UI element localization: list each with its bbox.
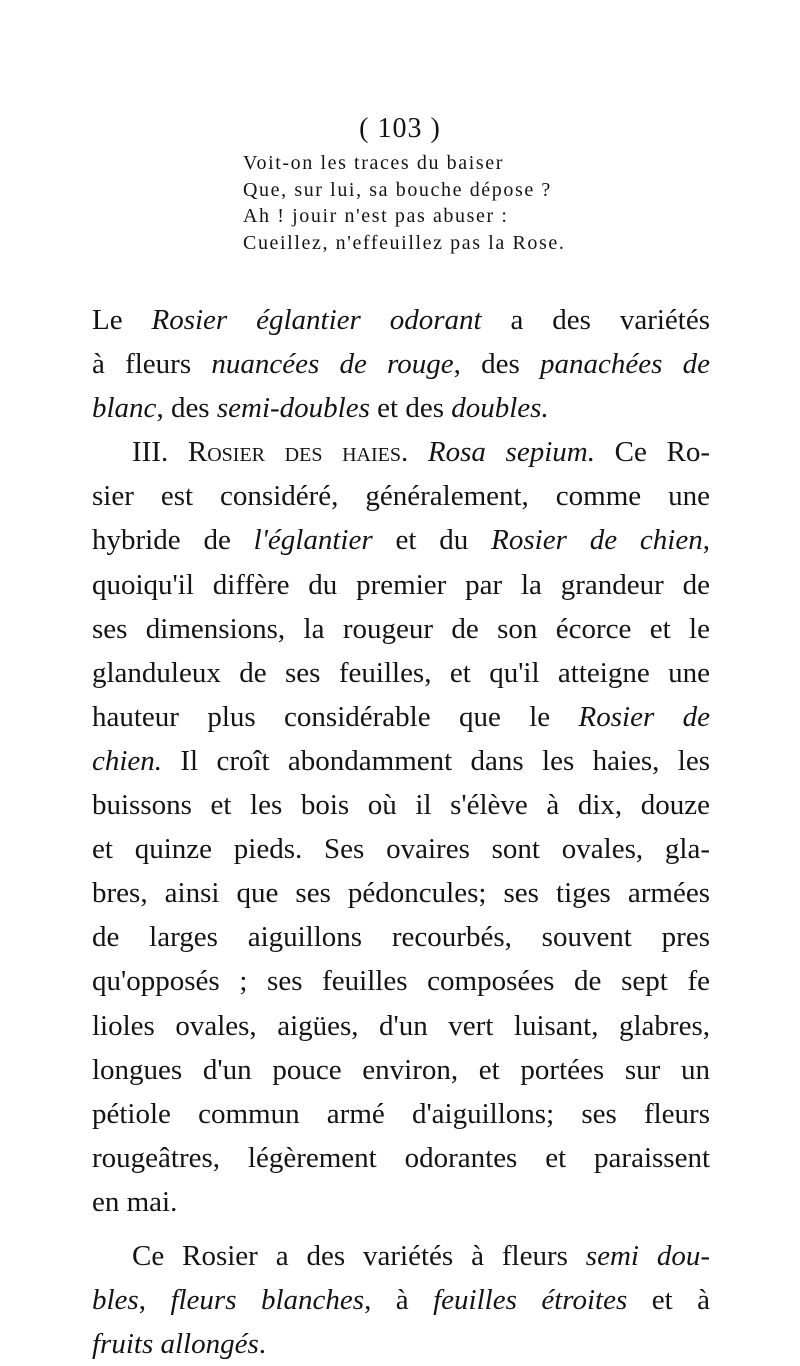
paragraph-gap [92,1224,710,1234]
text-line [92,430,710,474]
text-run: , des [453,348,540,381]
section-heading: Rosier des haies. [187,436,409,469]
verse-line: Cueillez, n'effeuillez pas la Rose. [243,231,566,254]
italic-run: nuancées de rouge [211,348,454,381]
text-run: et des [369,392,452,425]
text-line: glanduleux de ses feuilles, et qu'il atteigne une [92,656,710,689]
text-line: de larges aiguillons recourbés, souvent pres [92,921,710,954]
verse-line: Voit-on les traces du baiser [243,152,505,174]
italic-run: fruits allongés [92,1328,259,1361]
italic-run: fleurs blanches [170,1284,365,1317]
italic-run: blanc [92,392,157,425]
text-run: Ce Ro- [594,436,710,469]
text-line: rougeâtres, légèrement odorantes et paraissent [92,1141,710,1174]
text-run: à fleurs [92,348,212,381]
text-line: en mai. [92,1185,178,1218]
text-run: et à [627,1284,710,1317]
text-line [92,739,710,783]
text-line [92,1234,710,1278]
text-line [92,1322,710,1366]
text-run: Ce Rosier a des variétés à fleurs [132,1239,586,1272]
text-run: a des variétés [481,304,710,336]
italic-run: l'églantier [253,524,373,557]
text-line: bres, ainsi que ses pédoncules; ses tiges armées [92,877,710,910]
text-run: . [258,1328,267,1361]
text-run: III. [132,436,188,469]
italic-run: semi-doubles [216,392,370,425]
text-run: Il croît abondamment dans les haies, les [162,744,710,777]
text-line [92,695,710,739]
page-number: ( 103 ) [359,113,441,144]
text-line: buissons et les bois où il s'élève à dix, douze [92,789,710,822]
text-line: et quinze pieds. Ses ovaires sont ovales, gla- [92,833,710,866]
text-run: hybride de [92,524,254,557]
text-line [92,386,710,430]
italic-run: Rosier églantier odorant [151,304,482,336]
prose-body [92,298,710,1366]
text-run [408,436,428,468]
text-run: Le [92,304,152,336]
italic-run: panachées de [540,348,710,381]
text-run: hauteur plus considérable que le [92,700,579,733]
text-line: pétiole commun armé d'aiguillons; ses fleurs [92,1097,710,1130]
text-line [92,298,710,342]
text-line: lioles ovales, aigües, d'un vert luisant, glabres, [92,1009,710,1042]
text-line: qu'opposés ; ses feuilles composées de sept fe [92,965,710,998]
text-line: sier est considéré, généralement, comme une [92,480,710,513]
text-line: quoiqu'il diffère du premier par la grandeur de [92,568,710,601]
text-run: , à [364,1284,434,1317]
italic-run: Rosier de [578,700,710,733]
latin-name: Rosa sepium. [427,436,595,469]
italic-run: feuilles étroites [433,1284,628,1317]
text-line: longues d'un pouce environ, et portées sur un [92,1053,710,1086]
verse-line: Que, sur lui, sa bouche dépose ? [243,178,552,201]
text-run: , [138,1284,171,1317]
italic-run: doubles. [451,392,549,425]
text-line [92,518,710,562]
text-run: , des [156,392,217,425]
text-line [92,342,710,386]
text-line [92,1278,710,1322]
italic-run: bles [92,1284,139,1317]
italic-run: chien. [92,744,163,777]
italic-run: semi dou- [585,1239,710,1272]
text-run: et du [372,524,492,557]
text-run: , [702,524,710,557]
italic-run: Rosier de chien [491,524,703,557]
verse-line: Ah ! jouir n'est pas abuser : [243,205,509,227]
verse-stanza [243,150,663,256]
text-line: ses dimensions, la rougeur de son écorce et le [92,612,710,645]
